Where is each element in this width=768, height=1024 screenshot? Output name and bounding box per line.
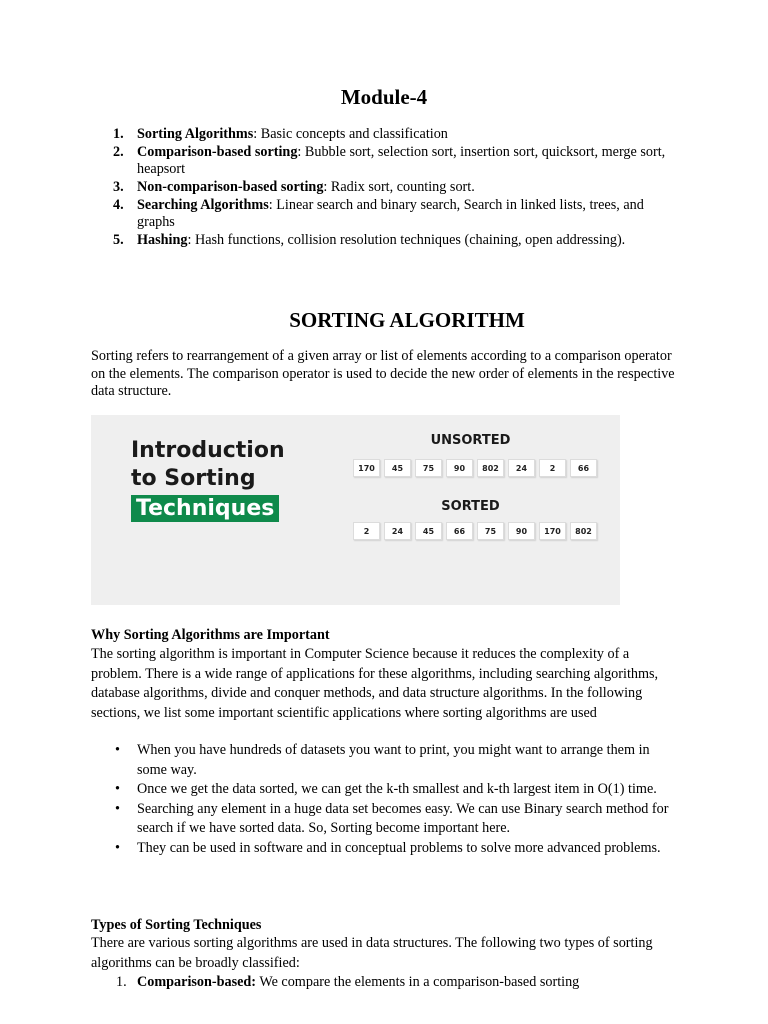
array-cell: 66 (570, 459, 597, 477)
list-number: 1. (116, 974, 127, 990)
outline-term: Searching Algorithms (137, 197, 269, 213)
sorting-banner-image (91, 415, 620, 605)
why-bullet-list (91, 741, 681, 858)
outline-term: Hashing (137, 232, 188, 248)
why-paragraph: The sorting algorithm is important in Computer Science because it reduces the complexity of a problem. There is a wide range of applications for these algorithms, including searching algorithms, database algorithms, divide and conquer methods, and data structure algorithms. In the following sections, we list some important scientific applications where sorting algorithms are used (91, 646, 659, 721)
outline-number: 5. (113, 232, 124, 248)
array-cell: 45 (384, 459, 411, 477)
bullet-icon: • (115, 742, 120, 758)
outline-term: Sorting Algorithms (137, 126, 254, 142)
type-term: Comparison-based: (137, 974, 257, 990)
outline-number: 3. (113, 179, 124, 195)
outline-number: 4. (113, 197, 124, 213)
types-heading: Types of Sorting Techniques (91, 917, 262, 933)
bullet-text: They can be used in software and in conceptual problems to solve more advanced problems. (137, 839, 661, 856)
outline-desc: : Bubble sort, selection sort, insertion sort, quicksort, merge sort, heapsort (137, 144, 666, 177)
why-heading: Why Sorting Algorithms are Important (91, 627, 330, 643)
page-title: Module-4 (340, 85, 428, 109)
array-cell: 170 (353, 459, 380, 477)
intro-paragraph: Sorting refers to rearrangement of a given array or list of elements according to a comparison operator on the elements. The comparison operator is used to decide the new order of elements in the respective data structure. (91, 348, 675, 399)
outline-item (110, 232, 680, 249)
sorted-array (353, 522, 597, 539)
bullet-text: Searching any element in a huge data set becomes easy. We can use Binary search method for search if we have sorted data. So, Sorting become important here. (137, 800, 669, 836)
type-desc: We compare the elements in a comparison-based sorting (256, 974, 580, 990)
array-cell: 66 (446, 522, 473, 540)
bullet-icon: • (115, 800, 120, 817)
outline-desc: : Hash functions, collision resolution techniques (chaining, open addressing). (187, 232, 626, 248)
bullet-text: Once we get the data sorted, we can get the k-th smallest and k-th largest item in O(1) time. (137, 781, 657, 797)
outline-item (110, 179, 680, 196)
list-item (91, 839, 681, 859)
outline-number: 2. (113, 144, 124, 160)
array-cell: 24 (508, 459, 535, 477)
outline-number: 1. (113, 126, 124, 142)
types-list (91, 973, 681, 993)
outline-desc: : Linear search and binary search, Search in linked lists, trees, and graphs (137, 197, 644, 230)
outline-term: Non-comparison-based sorting (137, 179, 324, 195)
outline-desc: : Radix sort, counting sort. (323, 179, 475, 195)
banner-title (131, 437, 331, 523)
array-cell: 90 (446, 459, 473, 477)
outline-term: Comparison-based sorting (137, 144, 298, 160)
banner-title-line1: Introduction (131, 438, 285, 463)
list-item (91, 800, 681, 839)
list-item (91, 780, 681, 800)
array-cell: 75 (477, 522, 504, 540)
outline-item (110, 197, 680, 231)
outline-item (110, 144, 680, 178)
array-cell: 45 (415, 522, 442, 540)
array-cell: 802 (477, 459, 504, 477)
array-cell: 90 (508, 522, 535, 540)
outline-desc: : Basic concepts and classification (253, 126, 448, 142)
array-cell: 802 (570, 522, 597, 540)
section-heading: SORTING ALGORITHM (289, 308, 525, 332)
banner-title-line2: to Sorting (131, 466, 256, 491)
unsorted-label: UNSORTED (430, 433, 511, 448)
array-cell: 2 (539, 459, 566, 477)
banner-title-highlight: Techniques (131, 495, 279, 522)
list-item (91, 973, 681, 993)
array-cell: 24 (384, 522, 411, 540)
module-outline (110, 126, 680, 250)
outline-item (110, 126, 680, 143)
types-paragraph: There are various sorting algorithms are used in data structures. The following two types of sorting algorithms can be broadly classified: (91, 935, 653, 971)
unsorted-array (353, 459, 597, 476)
sorted-label: SORTED (441, 499, 500, 514)
array-cell: 2 (353, 522, 380, 540)
list-item (91, 741, 681, 780)
bullet-text: When you have hundreds of datasets you want to print, you might want to arrange them in some way. (137, 742, 650, 778)
bullet-icon: • (115, 781, 120, 797)
array-cell: 75 (415, 459, 442, 477)
bullet-icon: • (115, 839, 120, 856)
array-cell: 170 (539, 522, 566, 540)
